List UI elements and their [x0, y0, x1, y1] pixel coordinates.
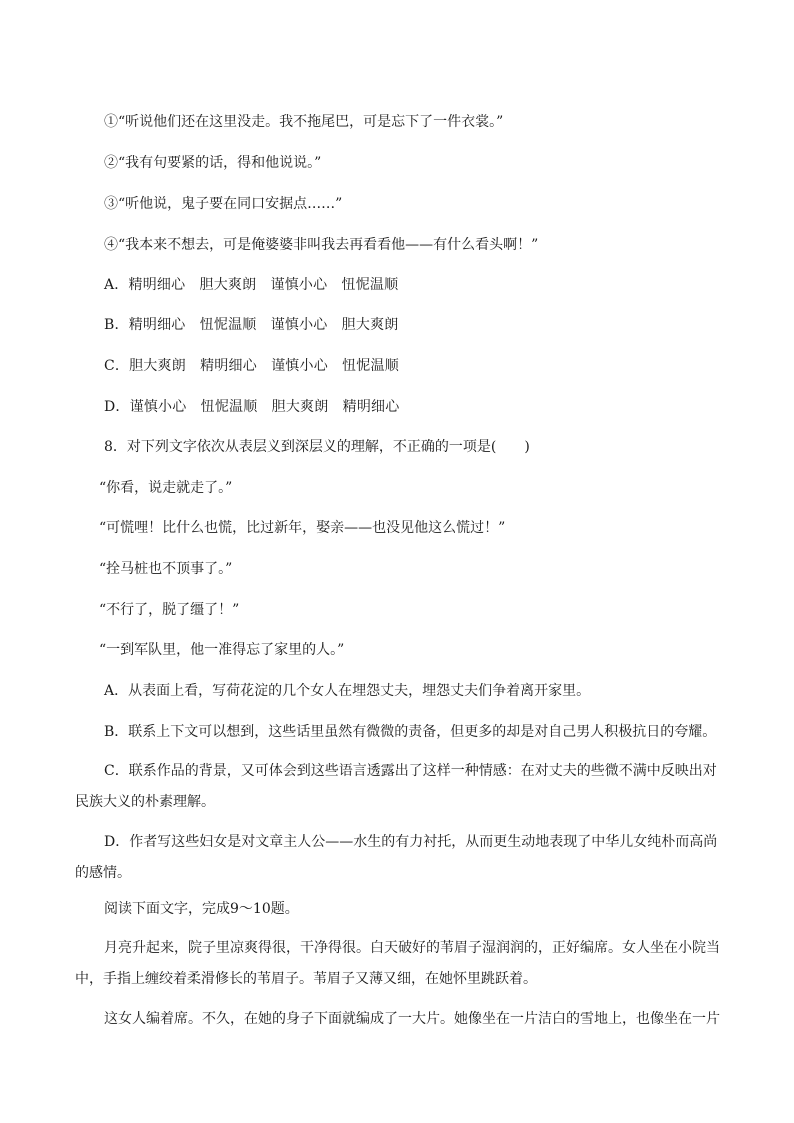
quote-1: ①“听说他们还在这里没走。我不拖尾巴，可是忘下了一件衣裳。” — [104, 114, 504, 130]
q8-quote-5: “一到军队里，他一准得忘了家里的人。” — [99, 642, 345, 658]
q7-option-a: A．精明细心 胆大爽朗 谨慎小心 忸怩温顺 — [104, 277, 399, 293]
q8-quote-2: “可慌哩！比什么也慌，比过新年，娶亲——也没见他这么慌过！” — [99, 520, 506, 536]
reading-intro: 阅读下面文字，完成9～10题。 — [104, 901, 299, 917]
quote-4: ④“我本来不想去，可是俺婆婆非叫我去再看看他——有什么看头啊！” — [104, 237, 539, 253]
q8-quote-1: “你看，说走就走了。” — [99, 480, 233, 496]
passage-paragraph-1: 月亮升起来，院子里凉爽得很，干净得很。白天破好的苇眉子湿润润的，正好编席。女人坐在小院当中，手指上缠绞着柔滑修长的苇眉子。苇眉子又薄又细，在她怀里跳跃着。 — [75, 940, 720, 987]
q8-option-a: A．从表面上看，写荷花淀的几个女人在埋怨丈夫，埋怨丈夫们争着离开家里。 — [104, 683, 591, 699]
q8-option-b: B．联系上下文可以想到，这些话里虽然有微微的责备，但更多的却是对自己男人积极抗日的夸耀。 — [104, 724, 717, 740]
q7-option-d: D．谨慎小心 忸怩温顺 胆大爽朗 精明细心 — [104, 399, 400, 415]
quote-2: ②“我有句要紧的话，得和他说说。” — [104, 155, 322, 171]
q8-option-d: D．作者写这些妇女是对文章主人公——水生的有力衬托，从而更生动地表现了中华儿女纯朴而高尚的感情。 — [75, 834, 718, 881]
q7-option-c: C．胆大爽朗 精明细心 谨慎小心 忸怩温顺 — [104, 358, 399, 374]
question-8: 8．对下列文字依次从表层义到深层义的理解，不正确的一项是( ) — [104, 439, 530, 455]
q8-quote-3: “拴马桩也不顶事了。” — [99, 561, 233, 577]
q7-option-b: B．精明细心 忸怩温顺 谨慎小心 胆大爽朗 — [104, 317, 399, 333]
q8-option-c: C．联系作品的背景，又可体会到这些语言透露出了这样一种情感：在对丈夫的些微不满中反映出对民族大义的朴素理解。 — [75, 763, 717, 810]
quote-3: ③“听他说，鬼子要在同口安据点……” — [104, 196, 343, 212]
q8-quote-4: “不行了，脱了缰了！” — [99, 602, 240, 618]
passage-paragraph-2: 这女人编着席。不久，在她的身子下面就编成了一大片。她像坐在一片洁白的雪地上，也像坐在一片 — [104, 1011, 720, 1027]
